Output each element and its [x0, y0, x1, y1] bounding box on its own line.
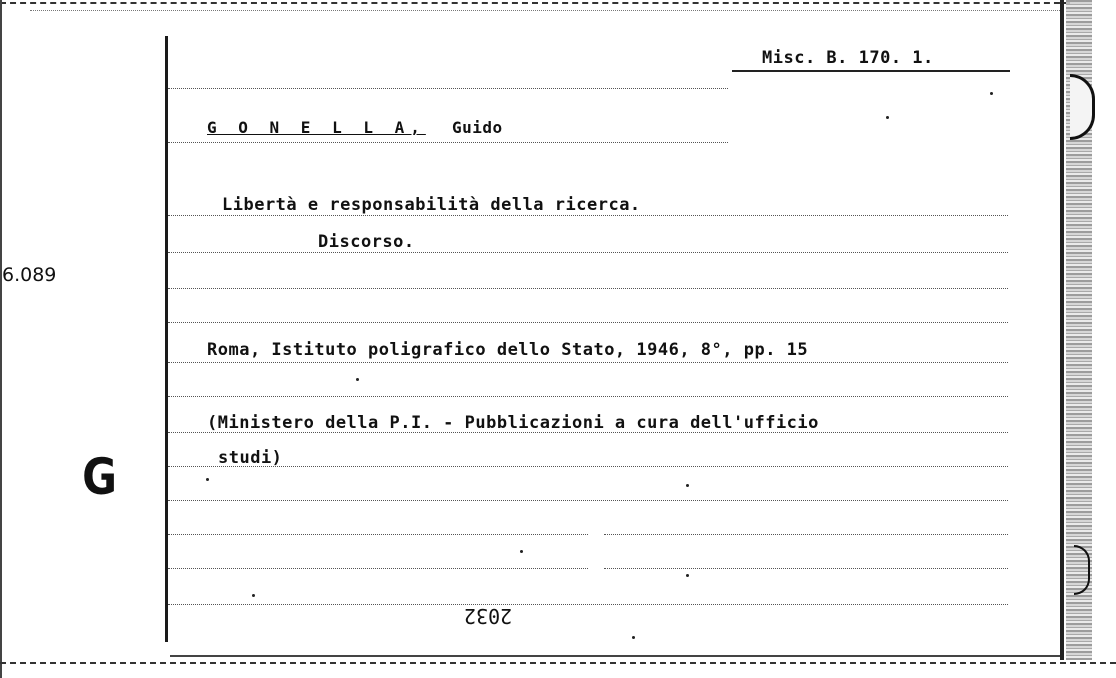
speck: [252, 594, 255, 597]
ruled-line: [604, 534, 1008, 535]
ruled-line: [168, 568, 588, 569]
card-bottom-border: [170, 655, 1060, 657]
ruled-line: [168, 88, 728, 89]
ruled-line: [168, 252, 1008, 253]
ruled-line: [168, 215, 1008, 216]
shelfmark: Misc. B. 170. 1.: [762, 48, 934, 68]
author-surname: G O N E L L A,: [207, 118, 426, 137]
speck: [886, 116, 889, 119]
speck: [356, 378, 359, 381]
ruled-line: [168, 466, 1008, 467]
imprint-line: Roma, Istituto poligrafico dello Stato, 1946, 8°, pp. 15: [207, 340, 809, 360]
title-line-2: Discorso.: [318, 232, 415, 252]
card-right-edge: [1060, 0, 1064, 660]
card-top-edge: [0, 2, 1070, 4]
ruled-line: [168, 362, 1008, 363]
speck: [632, 636, 635, 639]
ruled-line: [168, 288, 1008, 289]
classification-letter: G: [82, 448, 117, 506]
ruled-line: [168, 396, 1008, 397]
margin-number: 6.089: [2, 264, 57, 286]
card-top-edge-faint: [30, 10, 1060, 11]
ruled-line: [168, 322, 1008, 323]
ruled-line: [168, 534, 588, 535]
speck: [686, 484, 689, 487]
shelfmark-underline: [732, 70, 1010, 72]
card-bottom-edge: [0, 662, 1116, 664]
speck: [206, 478, 209, 481]
ruled-line: [168, 500, 1008, 501]
series-line-1: (Ministero della P.I. - Pubblicazioni a cura dell'ufficio: [207, 413, 819, 433]
card-number-stamp: 2032: [464, 604, 513, 628]
card-left-edge: [0, 0, 8, 678]
title-line-1: Libertà e responsabilità della ricerca.: [222, 195, 641, 215]
author-given-name: Guido: [452, 118, 503, 137]
speck: [520, 550, 523, 553]
ruled-line: [168, 142, 728, 143]
speck: [686, 574, 689, 577]
ruled-line: [168, 604, 1008, 605]
speck: [990, 92, 993, 95]
ruled-line: [604, 568, 1008, 569]
margin-rule: [165, 36, 168, 642]
series-line-2: studi): [218, 448, 283, 468]
